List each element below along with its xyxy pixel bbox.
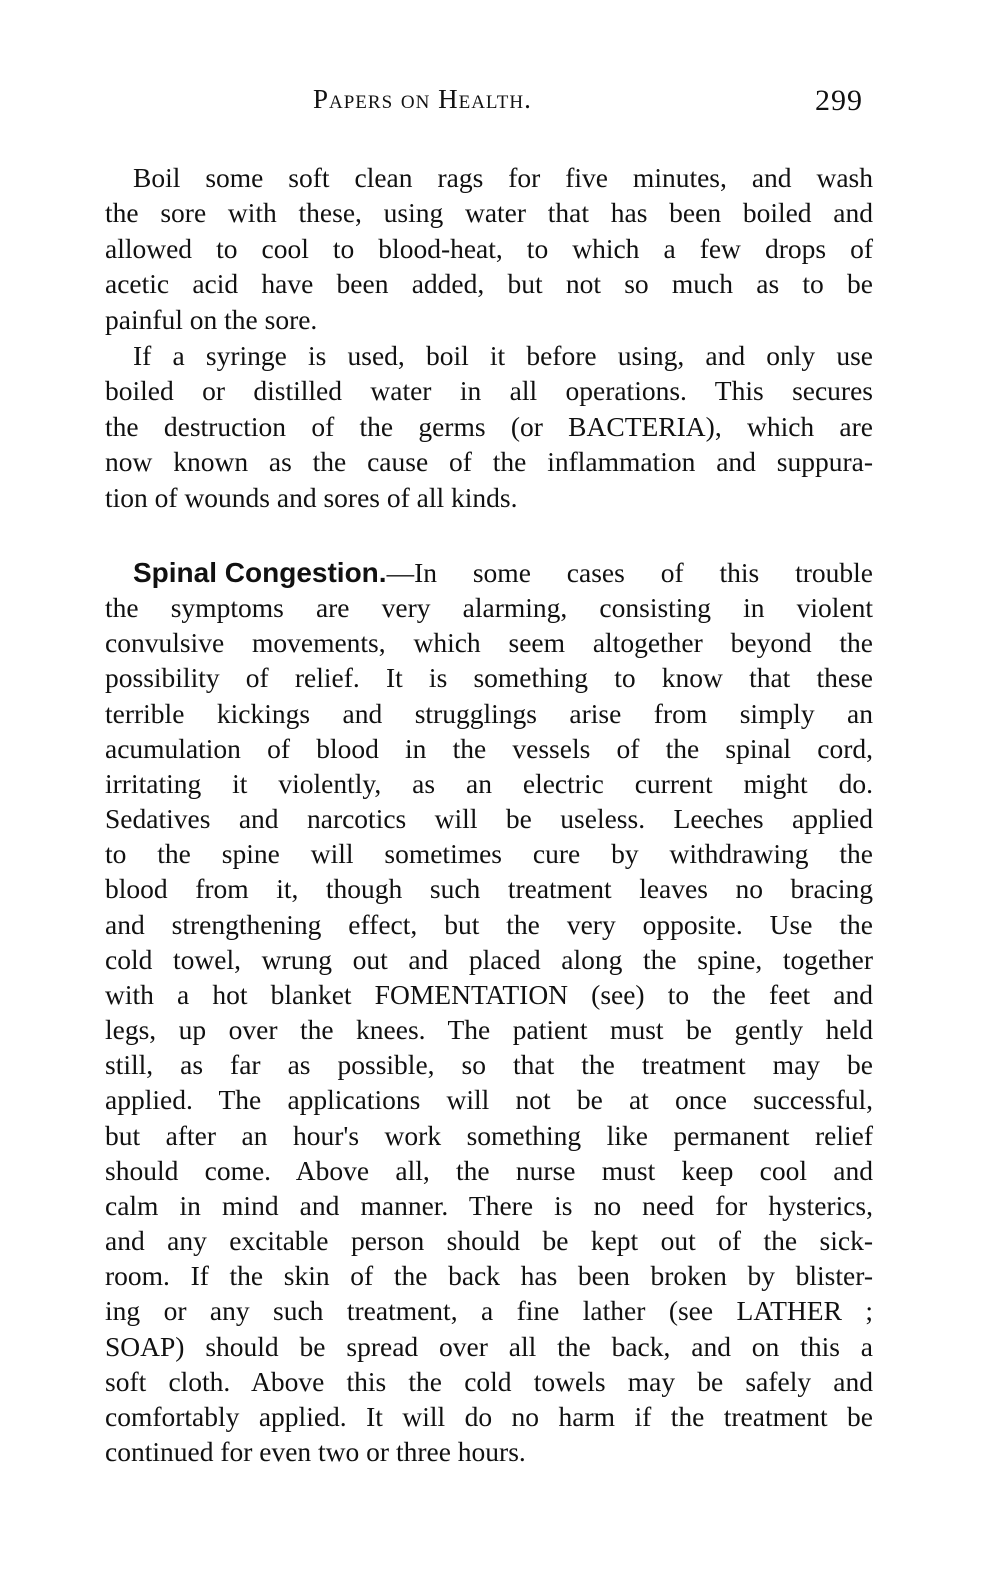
section-heading: Spinal Congestion. (133, 557, 387, 588)
text-line: the sore with these, using water that has been boiled and (105, 197, 873, 229)
text-line: painful on the sore. (105, 303, 318, 335)
text-line-content: —In some cases of this trouble (386, 557, 873, 588)
page-number: 299 (815, 84, 863, 117)
text-line: continued for even two or three hours. (105, 1436, 526, 1467)
text-line: cold towel, wrung out and placed along the spine, together (105, 943, 873, 975)
running-title: Papers on Health. (313, 84, 532, 114)
text-line: convulsive movements, which seem altogether beyond the (105, 627, 873, 659)
text-line: irritating it violently, as an electric current might do. (105, 767, 873, 799)
text-line: terrible kickings and strugglings arise from simply an (105, 697, 873, 729)
text-line: soft cloth. Above this the cold towels may be safely and (105, 1365, 873, 1397)
text-line (133, 556, 873, 590)
text-line: legs, up over the knees. The patient must be gently held (105, 1014, 873, 1046)
text-line: Boil some soft clean rags for five minutes, and wash (133, 162, 873, 193)
text-line: but after an hour's work something like permanent relief (105, 1119, 873, 1151)
text-line: blood from it, though such treatment leaves no bracing (105, 873, 873, 905)
text-line: applied. The applications will not be at once successful, (105, 1084, 873, 1116)
text-line: and any excitable person should be kept out of the sick- (105, 1225, 873, 1257)
text-line: Sedatives and narcotics will be useless. Leeches applied (105, 803, 873, 835)
text-line: the symptoms are very alarming, consisting in violent (105, 592, 873, 624)
text-line: the destruction of the germs (or BACTERIA), which are (105, 410, 873, 442)
text-line: now known as the cause of the inflammation and suppura- (105, 446, 873, 478)
text-line: still, as far as possible, so that the treatment may be (105, 1049, 873, 1081)
text-line: allowed to cool to blood-heat, to which a few drops of (105, 232, 873, 264)
text-line: boiled or distilled water in all operations. This secures (105, 375, 873, 407)
text-line: to the spine will sometimes cure by withdrawing the (105, 838, 873, 870)
text-line: calm in mind and manner. There is no need for hysterics, (105, 1189, 873, 1221)
text-line: If a syringe is used, boil it before using, and only use (133, 340, 873, 371)
text-line: room. If the skin of the back has been broken by blister- (105, 1260, 873, 1292)
text-line: comfortably applied. It will do no harm if the treatment be (105, 1400, 873, 1432)
text-line: acetic acid have been added, but not so much as to be (105, 268, 873, 300)
text-line: should come. Above all, the nurse must keep cool and (105, 1154, 873, 1186)
text-line: and strengthening effect, but the very opposite. Use the (105, 908, 873, 940)
text-line: SOAP) should be spread over all the back, and on this a (105, 1330, 873, 1362)
text-line: ing or any such treatment, a fine lather (see LATHER ; (105, 1295, 873, 1327)
text-line: acumulation of blood in the vessels of the spinal cord, (105, 732, 873, 764)
text-line: tion of wounds and sores of all kinds. (105, 481, 518, 513)
text-line: possibility of relief. It is something to know that these (105, 662, 873, 694)
text-line: with a hot blanket FOMENTATION (see) to the feet and (105, 978, 873, 1010)
